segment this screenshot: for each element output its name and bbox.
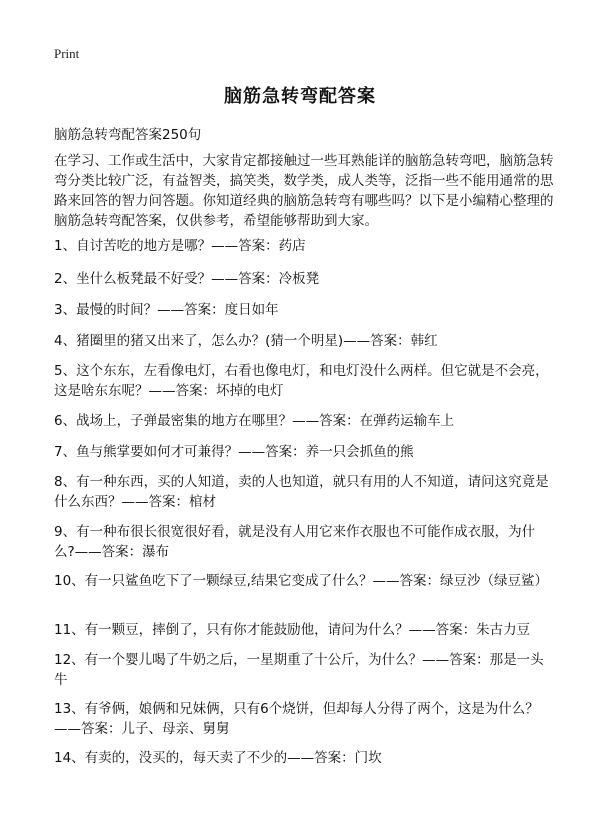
qa-item: 4、猪圈里的猪又出来了，怎么办？(猜一个明星)——答案：韩红 (54, 333, 438, 349)
qa-item: 12、有一个婴儿喝了牛奶之后，一星期重了十公斤，为什么？——答案：那是一头牛 (54, 652, 544, 688)
qa-item: 1、自讨苦吃的地方是哪？——答案：药店 (54, 238, 306, 254)
qa-item: 13、有爷俩，娘俩和兄妹俩，只有6个烧饼，但却每人分得了两个，这是为什么？——答案：儿子、母亲、舅舅 (54, 701, 539, 737)
qa-item: 11、有一颗豆，摔倒了，只有你才能鼓励他，请问为什么？——答案：朱古力豆 (54, 622, 531, 638)
qa-item: 14、有卖的，没买的，每天卖了不少的——答案：门坎 (54, 750, 382, 766)
print-label: Print (54, 46, 80, 61)
qa-item: 7、鱼与熊掌要如何才可兼得？——答案：养一只会抓鱼的熊 (54, 444, 414, 460)
intro-paragraph: 在学习、工作或生活中，大家肯定都接触过一些耳熟能详的脑筋急转弯吧，脑筋急转弯分类比较广泛，有益智类，搞笑类，数学类，成人类等，泛指一些不能用通常的思路来回答的智力问答题。你知道经典的脑筋急转弯有哪些吗？以下是小编精心整理的脑筋急转弯配答案，仅供参考，希望能够帮助到大家。 (54, 153, 554, 229)
qa-item: 6、战场上，子弹最密集的地方在哪里？——答案：在弹药运输车上 (54, 413, 455, 429)
qa-item: 10、有一只鲨鱼吃下了一颗绿豆,结果它变成了什么？——答案：绿豆沙（绿豆鲨） (54, 573, 548, 589)
qa-item: 3、最慢的时间？——答案：度日如年 (54, 302, 279, 318)
qa-item: 2、坐什么板凳最不好受？——答案：冷板凳 (54, 271, 320, 287)
qa-item: 8、有一种东西，买的人知道，卖的人也知道，就只有用的人不知道，请问这究竟是什么东西？——答案：棺材 (54, 474, 549, 510)
qa-item: 9、有一种布很长很宽很好看，就是没有人用它来作衣服也不可能作成衣服，为什么?——答案：瀑布 (54, 524, 536, 560)
document-title: 脑筋急转弯配答案 (224, 86, 376, 107)
document-subtitle: 脑筋急转弯配答案250句 (54, 127, 202, 143)
qa-item: 5、这个东东，左看像电灯，右看也像电灯，和电灯没什么两样。但它就是不会亮，这是啥东东呢？——答案：坏掉的电灯 (54, 363, 549, 399)
